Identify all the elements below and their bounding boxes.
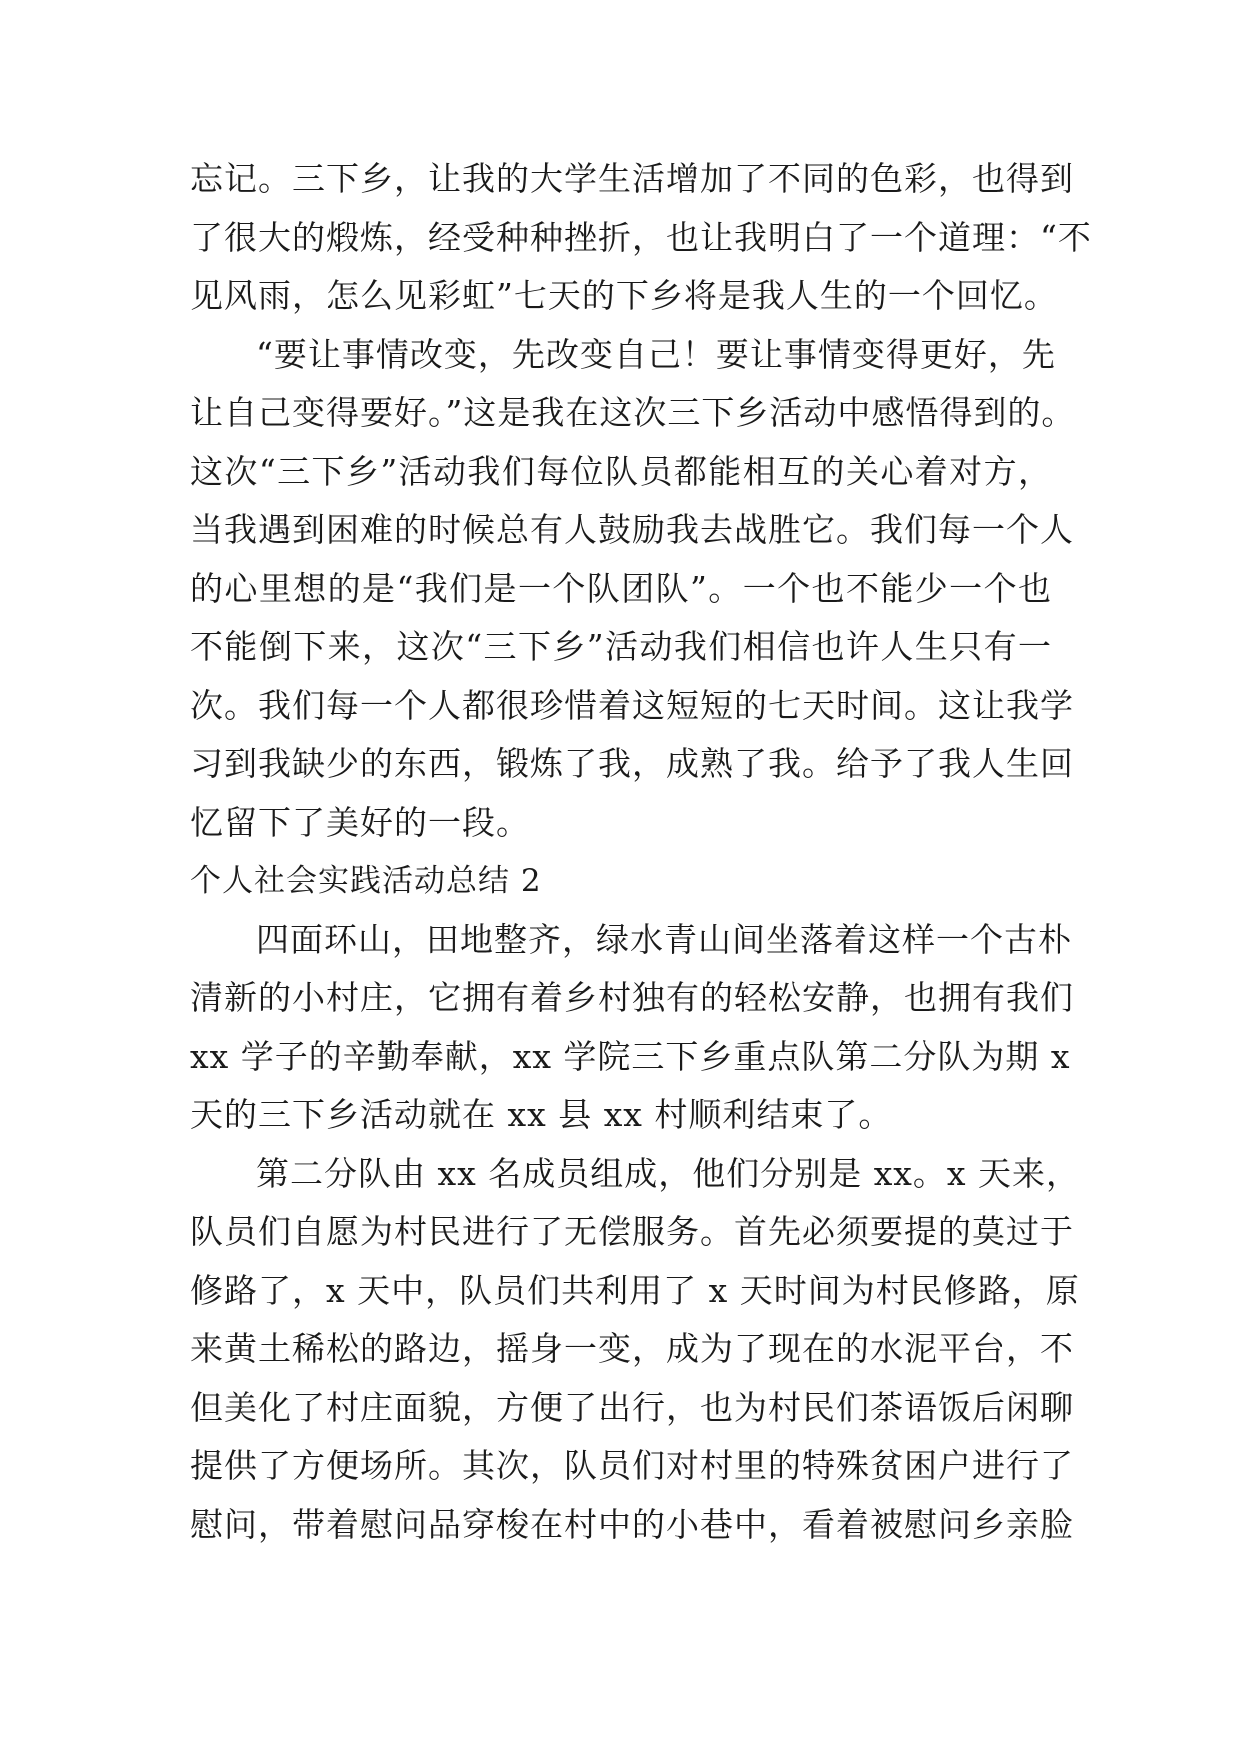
text-line: 修路了，x 天中，队员们共利用了 x 天时间为村民修路，原 bbox=[190, 1270, 1080, 1310]
text-line: 来黄土稀松的路边，摇身一变，成为了现在的水泥平台，不 bbox=[190, 1329, 1074, 1368]
text-line: 不能倒下来，这次“三下乡”活动我们相信也许人生只有一 bbox=[190, 627, 1052, 666]
text-line: 天的三下乡活动就在 xx 县 xx 村顺利结束了。 bbox=[190, 1095, 893, 1134]
text-line: 让自己变得要好。”这是我在这次三下乡活动中感悟得到的。 bbox=[190, 393, 1076, 432]
text-line: 当我遇到困难的时候总有人鼓励我去战胜它。我们每一个人 bbox=[190, 510, 1074, 549]
paragraph bbox=[190, 150, 1092, 326]
paragraph bbox=[190, 911, 1074, 1145]
text-line: “要让事情改变，先改变自己！要让事情变得更好，先 bbox=[256, 334, 1056, 374]
text-line: 但美化了村庄面貌，方便了出行，也为村民们茶语饭后闲聊 bbox=[190, 1387, 1074, 1427]
text-line: 清新的小村庄，它拥有着乡村独有的轻松安静，也拥有我们 bbox=[190, 978, 1074, 1017]
paragraph bbox=[190, 326, 1076, 853]
text-line: 四面环山，田地整齐，绿水青山间坐落着这样一个古朴 bbox=[256, 919, 1072, 959]
text-line: 了很大的煅炼，经受种种挫折，也让我明白了一个道理：“不 bbox=[190, 217, 1092, 257]
text-line: 第二分队由 xx 名成员组成，他们分别是 xx。x 天来， bbox=[256, 1153, 1081, 1193]
section-heading: 个人社会实践活动总结 2 bbox=[190, 863, 542, 899]
text-line: 的心里想的是“我们是一个队团队”。一个也不能少一个也 bbox=[190, 568, 1052, 608]
text-line: 忘记。三下乡，让我的大学生活增加了不同的色彩，也得到 bbox=[190, 159, 1074, 198]
paragraph bbox=[190, 1145, 1081, 1555]
document-page bbox=[190, 150, 1092, 1554]
text-line: 这次“三下乡”活动我们每位队员都能相互的关心着对方， bbox=[190, 451, 1052, 491]
text-line: 队员们自愿为村民进行了无偿服务。首先必须要提的莫过于 bbox=[190, 1212, 1074, 1251]
text-line: 慰问，带着慰问品穿梭在村中的小巷中，看着被慰问乡亲脸 bbox=[190, 1504, 1074, 1544]
text-line: 见风雨，怎么见彩虹”七天的下乡将是我人生的一个回忆。 bbox=[190, 276, 1058, 315]
text-line: 习到我缺少的东西，锻炼了我，成熟了我。给予了我人生回 bbox=[190, 744, 1074, 783]
text-line: 忆留下了美好的一段。 bbox=[190, 802, 530, 842]
text-line: xx 学子的辛勤奉献，xx 学院三下乡重点队第二分队为期 x bbox=[190, 1036, 1071, 1076]
text-line: 次。我们每一个人都很珍惜着这短短的七天时间。这让我学 bbox=[190, 685, 1074, 725]
text-line: 提供了方便场所。其次，队员们对村里的特殊贫困户进行了 bbox=[190, 1446, 1074, 1485]
